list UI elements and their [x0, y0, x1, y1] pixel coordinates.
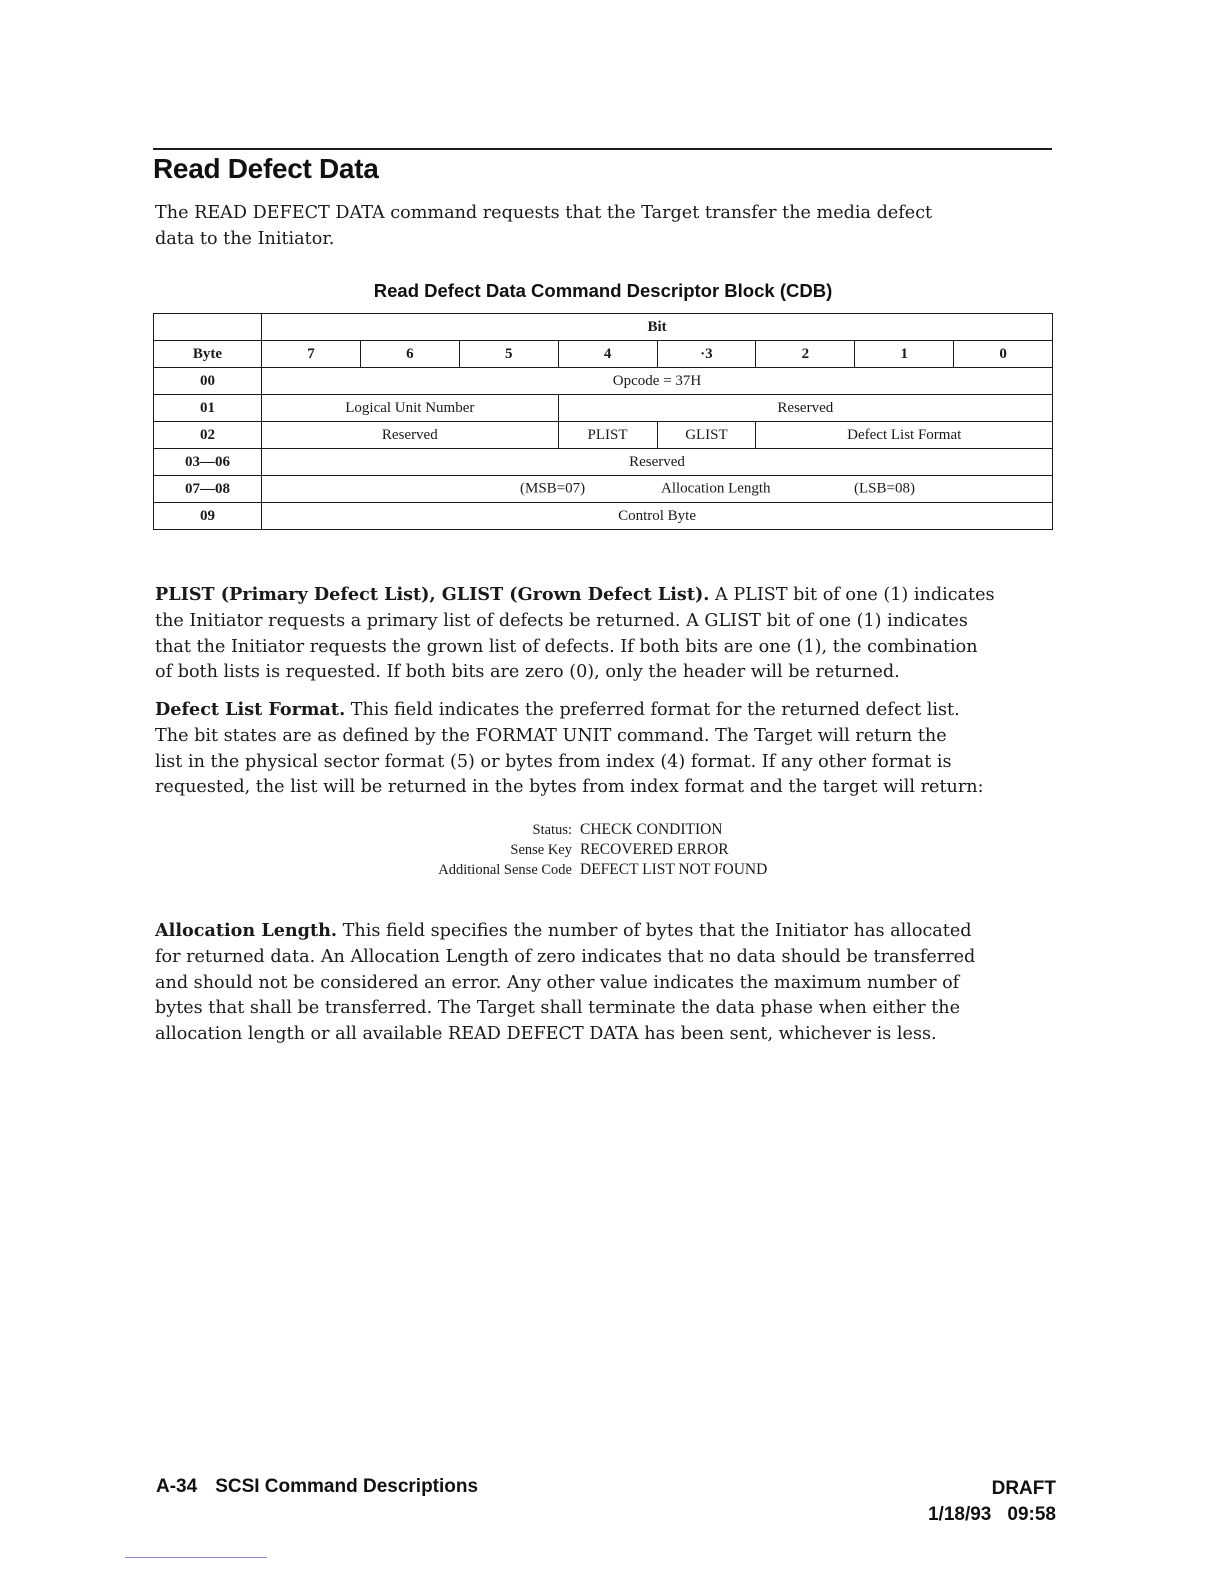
allocation-length-cell	[262, 476, 1053, 503]
table-caption: Read Defect Data Command Descriptor Block (CDB)	[373, 280, 833, 301]
allocation-length-paragraph	[155, 918, 1045, 1048]
opcode-cell: Opcode = 37H	[262, 368, 1053, 395]
paragraph-line: list in the physical sector format (5) or bytes from index (4) format. If any other format is	[155, 751, 952, 772]
byte-number: 02	[154, 422, 262, 449]
status-row	[300, 840, 920, 860]
status-value: RECOVERED ERROR	[580, 841, 729, 858]
draft-datetime	[928, 1502, 1056, 1528]
bit-header: Bit	[262, 314, 1053, 341]
allocation-length-label: Allocation Length	[661, 480, 771, 497]
paragraph-line	[155, 697, 1045, 724]
table-row	[154, 395, 1053, 422]
bit-label: 2	[756, 341, 855, 368]
paragraph-text: This field specifies the number of bytes that the Initiator has allocated	[337, 921, 972, 941]
reserved-cell: Reserved	[558, 395, 1052, 422]
bit-label: 0	[954, 341, 1053, 368]
page-footer	[156, 1476, 478, 1498]
table-row	[154, 449, 1053, 476]
table-row	[154, 314, 1053, 341]
byte-number: 07—08	[154, 476, 262, 503]
bit-label: 5	[459, 341, 558, 368]
status-block	[300, 820, 920, 880]
page-number: A-34	[156, 1476, 198, 1497]
defect-list-format-paragraph	[155, 697, 1045, 801]
reserved-cell: Reserved	[262, 449, 1053, 476]
byte-number: 00	[154, 368, 262, 395]
bit-label: 4	[558, 341, 657, 368]
paragraph-text: This field indicates the preferred format for the returned defect list.	[345, 700, 960, 720]
plist-cell: PLIST	[558, 422, 657, 449]
status-value: CHECK CONDITION	[580, 821, 723, 838]
table-row	[154, 503, 1053, 530]
paragraph-line: bytes that shall be transferred. The Target shall terminate the data phase when either the	[155, 998, 961, 1019]
status-value: DEFECT LIST NOT FOUND	[580, 861, 768, 878]
plist-glist-paragraph	[155, 582, 1045, 686]
paragraph-line: that the Initiator requests the grown list of defects. If both bits are one (1), the combination	[155, 636, 978, 657]
table-row	[154, 476, 1053, 503]
bottom-rule	[125, 1557, 267, 1558]
paragraph-line	[155, 918, 1045, 945]
plist-glist-heading: PLIST (Primary Defect List), GLIST (Grown Defect List).	[155, 584, 710, 605]
paragraph-line: of both lists is requested. If both bits are zero (0), only the header will be returned.	[155, 662, 900, 683]
lsb-label: (LSB=08)	[854, 480, 915, 497]
table-cell	[154, 314, 262, 341]
paragraph-text: A PLIST bit of one (1) indicates	[709, 585, 995, 605]
bit-label: 7	[262, 341, 361, 368]
draft-label: DRAFT	[991, 1478, 1056, 1499]
defect-list-format-cell: Defect List Format	[756, 422, 1053, 449]
byte-number: 09	[154, 503, 262, 530]
section-title: SCSI Command Descriptions	[215, 1476, 479, 1497]
table-row	[154, 422, 1053, 449]
intro-paragraph	[155, 201, 1045, 253]
bit-label: 1	[855, 341, 954, 368]
bit-label: ·3	[657, 341, 756, 368]
byte-number: 01	[154, 395, 262, 422]
allocation-length-heading: Allocation Length.	[155, 920, 338, 941]
status-label: Additional Sense Code	[438, 862, 572, 878]
defect-list-format-heading: Defect List Format.	[155, 699, 346, 720]
status-label: Status:	[532, 822, 572, 838]
draft-stamp	[928, 1476, 1056, 1528]
status-label: Sense Key	[510, 842, 572, 858]
msb-label: (MSB=07)	[520, 480, 586, 497]
intro-line: data to the Initiator.	[155, 228, 335, 249]
control-byte-cell: Control Byte	[262, 503, 1053, 530]
paragraph-line	[155, 582, 1045, 609]
intro-line: The READ DEFECT DATA command requests that the Target transfer the media defect	[155, 203, 933, 223]
lun-cell: Logical Unit Number	[262, 395, 559, 422]
paragraph-line: for returned data. An Allocation Length of zero indicates that no data should be transferred	[155, 946, 976, 967]
header-rule	[153, 148, 1052, 150]
paragraph-line: The bit states are as defined by the FORMAT UNIT command. The Target will return the	[155, 725, 947, 746]
paragraph-line: the Initiator requests a primary list of defects be returned. A GLIST bit of one (1) indicates	[155, 610, 968, 631]
draft-date: 1/18/93	[927, 1504, 992, 1525]
draft-time: 09:58	[1007, 1504, 1056, 1525]
page-title: Read Defect Data	[153, 153, 379, 184]
bit-label: 6	[360, 341, 459, 368]
glist-cell: GLIST	[657, 422, 756, 449]
status-row	[300, 820, 920, 840]
paragraph-line: and should not be considered an error. Any other value indicates the maximum number of	[155, 972, 960, 993]
status-row	[300, 860, 920, 880]
table-row	[154, 368, 1053, 395]
table-row	[154, 341, 1053, 368]
paragraph-line: allocation length or all available READ DEFECT DATA has been sent, whichever is less.	[155, 1024, 937, 1045]
byte-number: 03—06	[154, 449, 262, 476]
cdb-table	[153, 313, 1053, 530]
reserved-cell: Reserved	[262, 422, 559, 449]
paragraph-line: requested, the list will be returned in the bytes from index format and the target will return:	[155, 777, 984, 798]
byte-header: Byte	[154, 341, 262, 368]
